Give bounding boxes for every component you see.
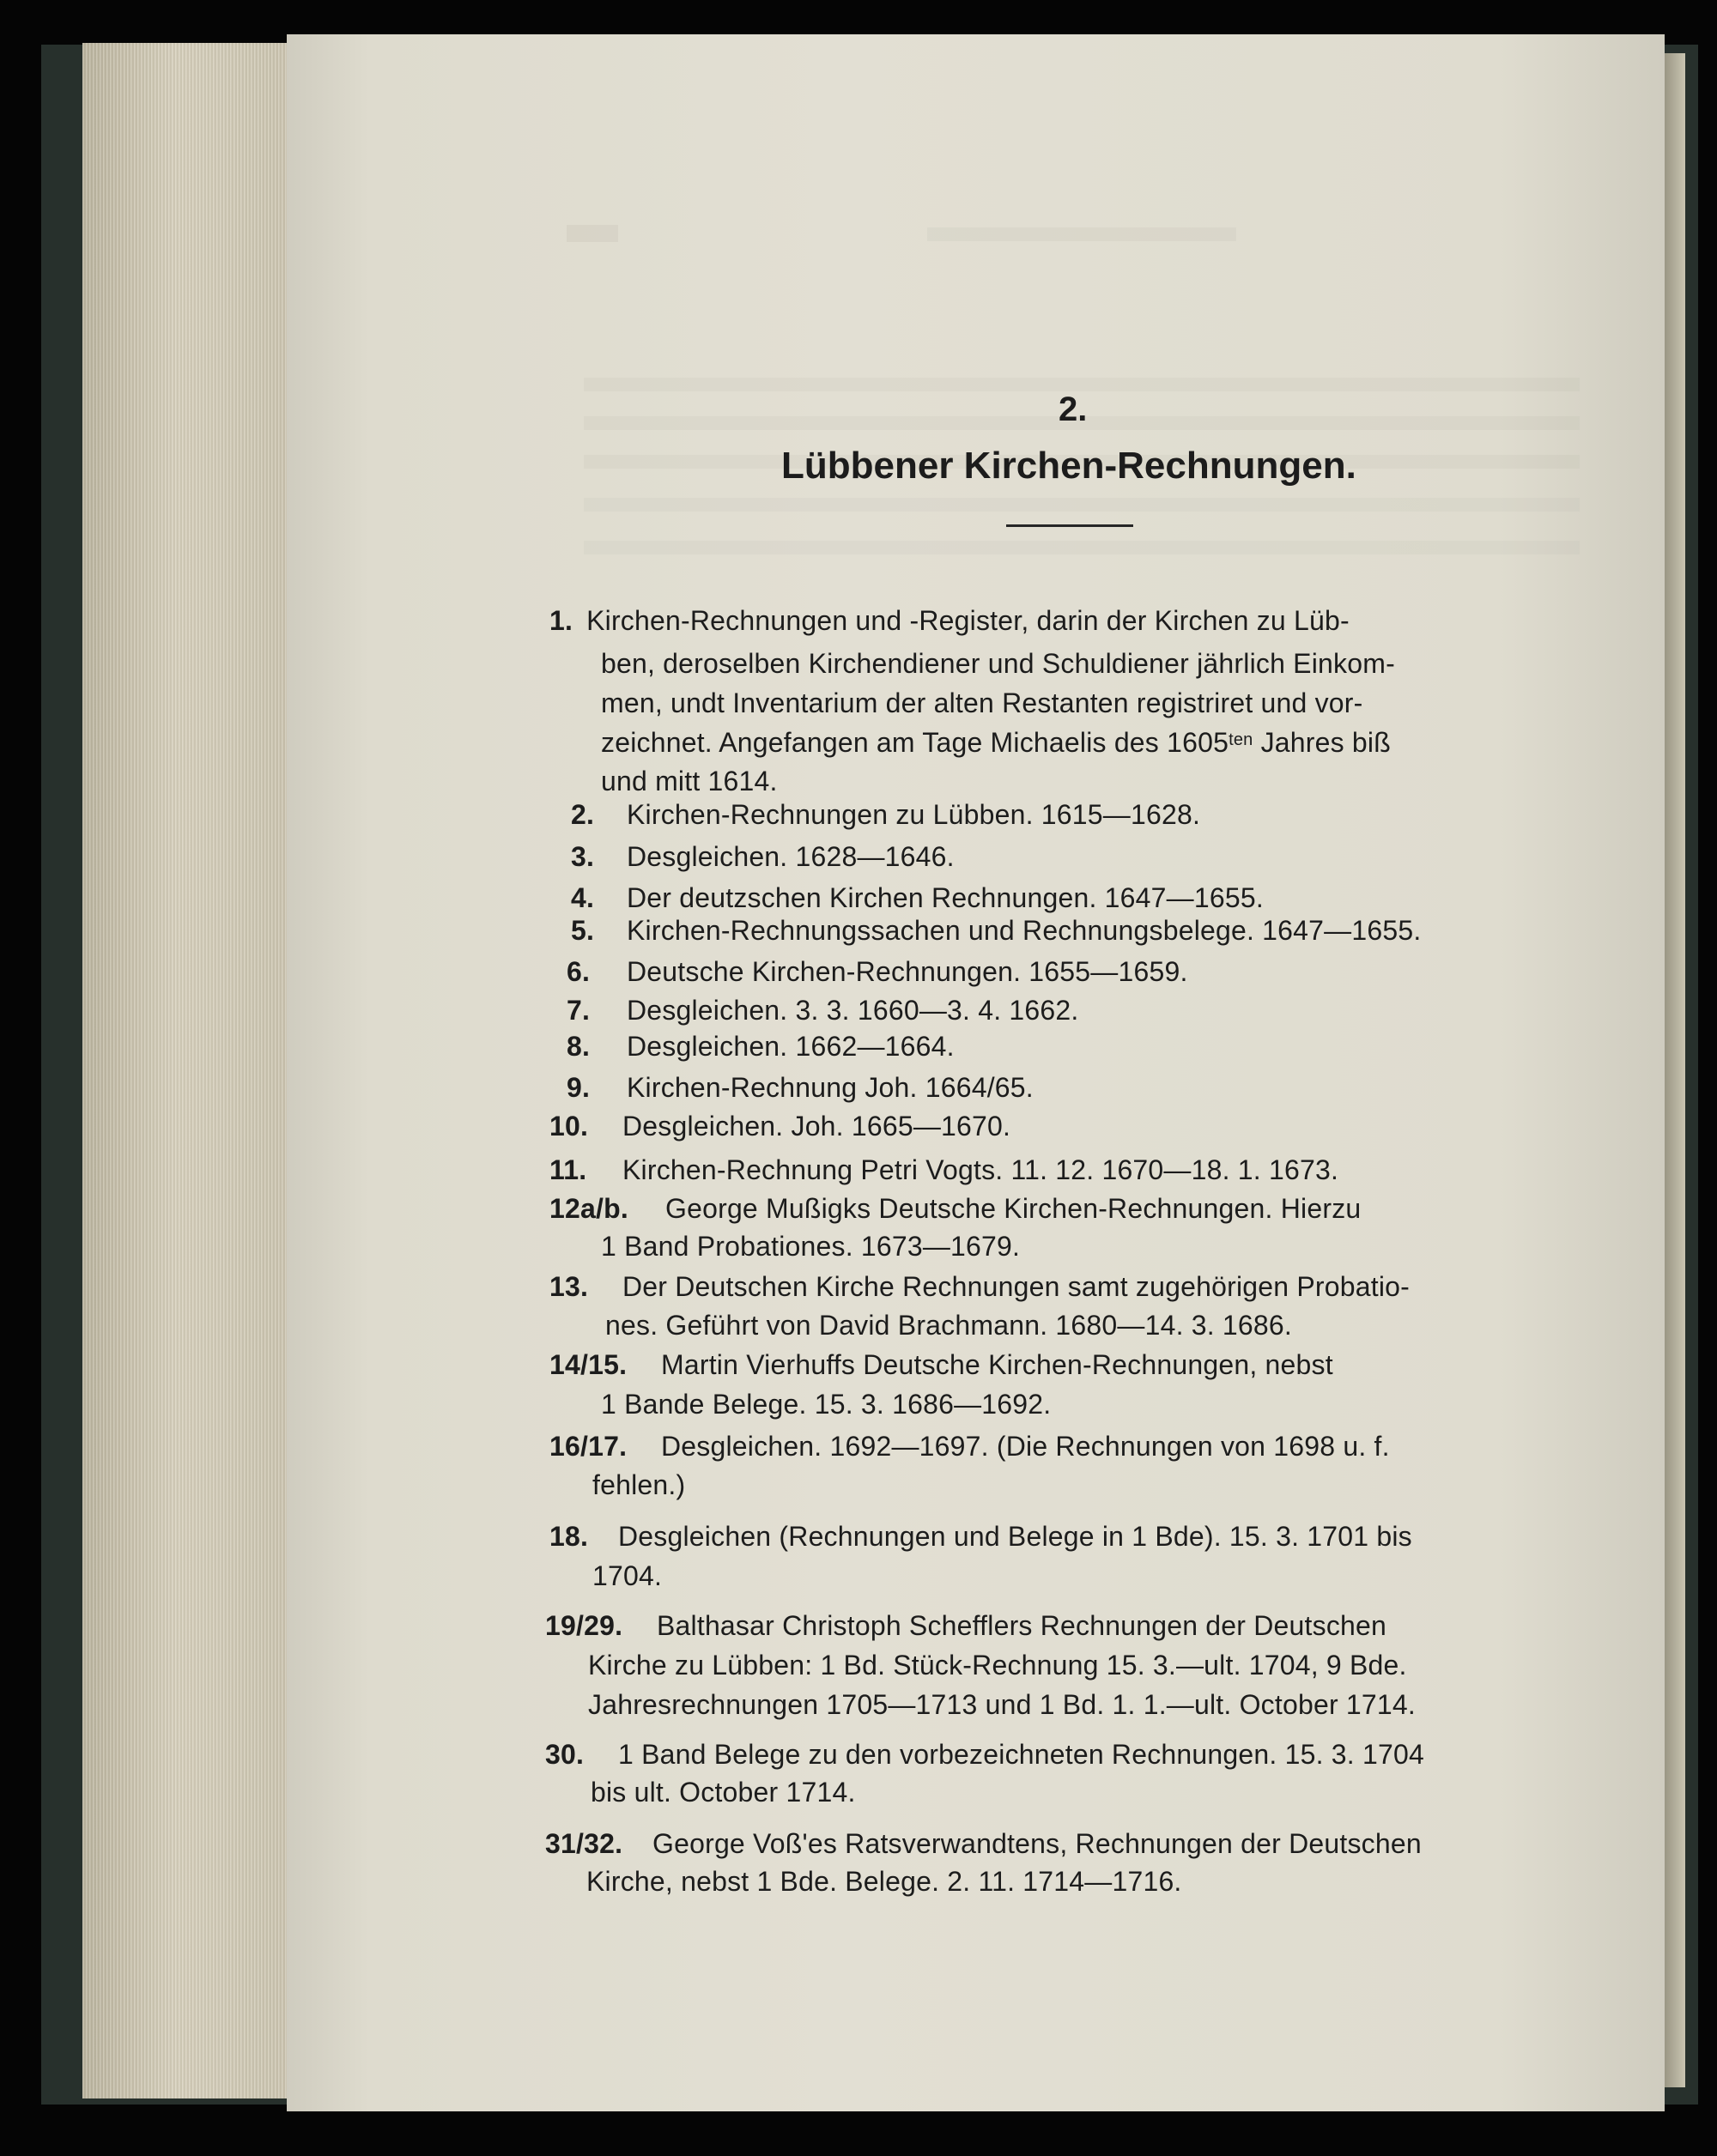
entry-number: 13. [549, 1271, 589, 1302]
entry-text: Desgleichen (Rechnungen und Belege in 1 Bde). 15. 3. 1701 bis [618, 1521, 1412, 1552]
entry-9-line-1 [567, 1072, 1034, 1104]
entry-text: Kirchen-Rechnungssachen und Rechnungsbelege. 1647—1655. [627, 915, 1422, 946]
entry-text: 1 Band Probationes. 1673—1679. [601, 1231, 1021, 1262]
entry-text: fehlen.) [592, 1469, 686, 1500]
entry-2-line-1 [571, 799, 1200, 831]
entry-text: und mitt 1614. [601, 766, 778, 796]
entry-18-line-1 [545, 1739, 1424, 1771]
section-title: Lübbener Kirchen-Rechnungen. [781, 445, 1356, 487]
entry-text: Kirche zu Lübben: 1 Bd. Stück-Rechnung 15. 3.—ult. 1704, 9 Bde. [588, 1650, 1407, 1681]
entry-number: 10. [549, 1111, 589, 1142]
entry-1-line-4 [601, 727, 1391, 759]
entry-number: 5. [571, 915, 595, 946]
entry-6-line-1 [567, 956, 1188, 988]
entry-3-line-1 [571, 841, 955, 873]
entry-text: Desgleichen. Joh. 1665—1670. [622, 1111, 1011, 1142]
entry-7-line-1 [567, 995, 1078, 1027]
entry-text: Desgleichen. 1628—1646. [627, 841, 955, 872]
entry-12-line-2 [601, 1231, 1020, 1263]
entry-text: Deutsche Kirchen-Rechnungen. 1655—1659. [627, 956, 1188, 987]
entry-text: Desgleichen. 3. 3. 1660—3. 4. 1662. [627, 995, 1079, 1026]
entry-number: 1. [549, 605, 573, 636]
entry-10-line-1 [549, 1111, 1010, 1142]
entry-number: 16/17. [549, 1431, 628, 1462]
entry-17-line-3 [588, 1689, 1416, 1721]
entry-1-line-5 [601, 766, 778, 797]
entry-text: Kirchen-Rechnung Petri Vogts. 11. 12. 1670—18. 1. 1673. [622, 1154, 1339, 1185]
entry-number: 2. [571, 799, 595, 830]
entry-8-line-1 [567, 1031, 955, 1063]
title-rule [1006, 524, 1133, 527]
entry-11-line-1 [549, 1154, 1338, 1186]
entry-text: George Voß'es Ratsverwandtens, Rechnungen der Deutschen [652, 1828, 1422, 1859]
entry-text: 1704. [592, 1560, 663, 1591]
entry-text: Desgleichen. 1692—1697. (Die Rechnungen von 1698 u. f. [661, 1431, 1390, 1462]
entry-text-after-superscript: Jahres biß [1253, 727, 1391, 758]
entry-14-line-2 [601, 1389, 1051, 1420]
entry-text: Martin Vierhuffs Deutsche Kirchen-Rechnungen, nebst [661, 1349, 1333, 1380]
entry-text: Kirche, nebst 1 Bde. Belege. 2. 11. 1714—1716. [586, 1866, 1182, 1897]
entry-18-line-2 [591, 1777, 856, 1808]
entry-19-line-2 [586, 1866, 1182, 1898]
entry-number: 31/32. [545, 1828, 623, 1859]
entry-text: bis ult. October 1714. [591, 1777, 856, 1808]
entry-text: ben, deroselben Kirchendiener und Schuldiener jährlich Einkom- [601, 648, 1395, 679]
entry-4-line-1 [571, 882, 1264, 914]
entry-number: 18. [549, 1521, 589, 1552]
entry-text: Kirchen-Rechnung Joh. 1664/65. [627, 1072, 1034, 1103]
entry-text: Kirchen-Rechnungen zu Lübben. 1615—1628. [627, 799, 1201, 830]
entry-number: 30. [545, 1739, 585, 1770]
entry-number: 14/15. [549, 1349, 628, 1380]
entry-12-line-1 [549, 1193, 1361, 1225]
entry-16-line-1 [549, 1521, 1412, 1553]
entry-text: Jahresrechnungen 1705—1713 und 1 Bd. 1. 1.—ult. October 1714. [588, 1689, 1416, 1720]
entry-text: Balthasar Christoph Schefflers Rechnungen der Deutschen [657, 1610, 1387, 1641]
entry-text: Der Deutschen Kirche Rechnungen samt zugehörigen Probatio- [622, 1271, 1411, 1302]
entry-1-line-2 [601, 648, 1395, 680]
entry-number: 12a/b. [549, 1193, 628, 1224]
entry-text: men, undt Inventarium der alten Restanten registriret und vor- [601, 687, 1363, 718]
entry-15-line-1 [549, 1431, 1390, 1463]
entry-16-line-2 [592, 1560, 662, 1592]
entry-14-line-1 [549, 1349, 1333, 1381]
superscript-ten: ten [1229, 730, 1253, 749]
entry-number: 6. [567, 956, 591, 987]
entry-number: 4. [571, 882, 595, 913]
entry-number: 8. [567, 1031, 591, 1062]
entry-number: 3. [571, 841, 595, 872]
entry-text: 1 Bande Belege. 15. 3. 1686—1692. [601, 1389, 1052, 1420]
entry-17-line-2 [588, 1650, 1407, 1681]
entry-5-line-1 [571, 915, 1421, 947]
entry-1-line-1 [549, 605, 1350, 637]
entry-number: 11. [549, 1154, 587, 1185]
entry-13-line-1 [549, 1271, 1410, 1303]
entry-19-line-1 [545, 1828, 1422, 1860]
entry-number: 9. [567, 1072, 591, 1103]
entry-text: Desgleichen. 1662—1664. [627, 1031, 955, 1062]
entry-text: George Mußigks Deutsche Kirchen-Rechnungen. Hierzu [665, 1193, 1362, 1224]
entry-text: 1 Band Belege zu den vorbezeichneten Rechnungen. 15. 3. 1704 [618, 1739, 1424, 1770]
entry-number: 7. [567, 995, 591, 1026]
entry-number: 19/29. [545, 1610, 623, 1641]
entry-text: nes. Geführt von David Brachmann. 1680—14. 3. 1686. [605, 1310, 1293, 1341]
entry-15-line-2 [592, 1469, 685, 1501]
entry-17-line-1 [545, 1610, 1386, 1642]
entry-13-line-2 [605, 1310, 1292, 1341]
entry-text: zeichnet. Angefangen am Tage Michaelis des 1605 [601, 727, 1229, 758]
entry-text: Der deutzschen Kirchen Rechnungen. 1647—1655. [627, 882, 1264, 913]
entry-1-line-3 [601, 687, 1363, 719]
entry-text: Kirchen-Rechnungen und -Register, darin der Kirchen zu Lüb- [586, 605, 1350, 636]
section-number: 2. [1059, 391, 1088, 428]
